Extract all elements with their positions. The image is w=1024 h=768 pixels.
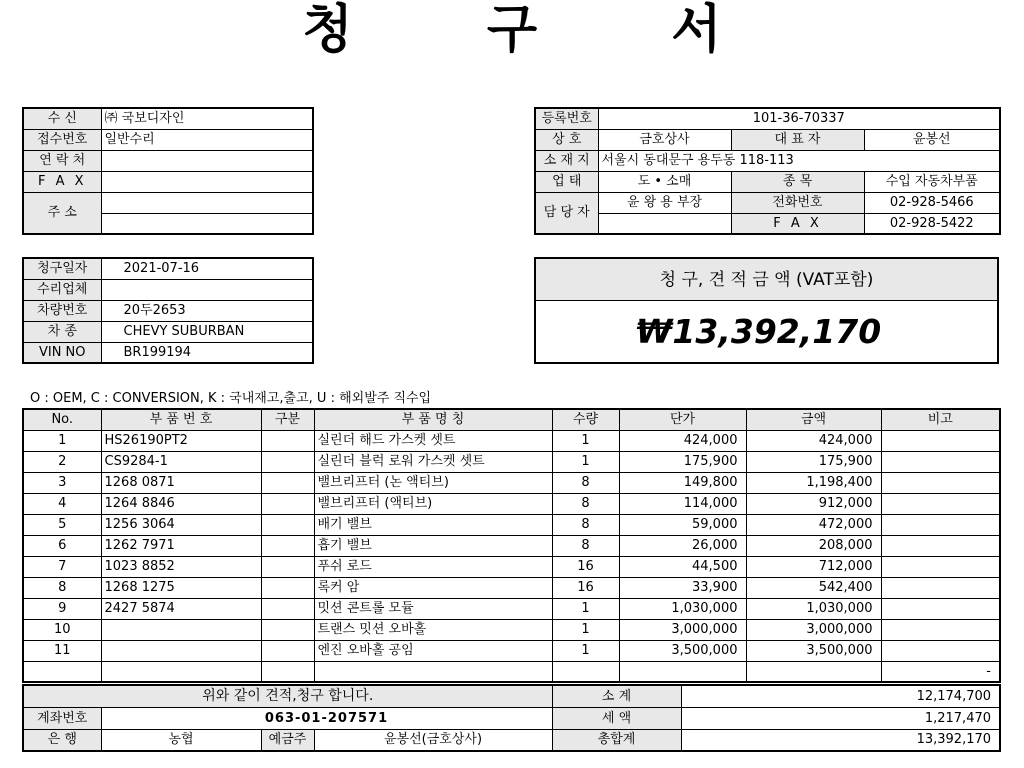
row-no: 8 bbox=[23, 577, 101, 598]
subtotal-value: 12,174,700 bbox=[681, 685, 1000, 707]
part-type bbox=[261, 451, 314, 472]
unit-price: 1,030,000 bbox=[619, 598, 746, 619]
col-part-number-header: 부 품 번 호 bbox=[101, 409, 261, 430]
claim-date-label: 청구일자 bbox=[23, 258, 101, 279]
part-number bbox=[101, 661, 261, 682]
quantity: 1 bbox=[552, 619, 619, 640]
table-row bbox=[23, 451, 1000, 472]
registration-value: 101-36-70337 bbox=[598, 108, 1000, 129]
unit-price: 33,900 bbox=[619, 577, 746, 598]
row-no: 10 bbox=[23, 619, 101, 640]
table-row bbox=[23, 493, 1000, 514]
line-amount: 542,400 bbox=[746, 577, 881, 598]
unit-price: 424,000 bbox=[619, 430, 746, 451]
repair-shop-value bbox=[101, 279, 313, 300]
part-number bbox=[101, 619, 261, 640]
business-item-value: 수입 자동차부품 bbox=[864, 171, 1000, 192]
row-no: 1 bbox=[23, 430, 101, 451]
table-row bbox=[23, 556, 1000, 577]
address-line-1 bbox=[101, 192, 313, 213]
row-no: 7 bbox=[23, 556, 101, 577]
part-name: 흡기 밸브 bbox=[314, 535, 552, 556]
total-amount-label: 청 구, 견 적 금 액 (VAT포함) bbox=[536, 259, 997, 301]
remarks bbox=[881, 451, 1000, 472]
total-amount-box bbox=[534, 257, 999, 364]
quantity: 1 bbox=[552, 430, 619, 451]
quantity: 8 bbox=[552, 535, 619, 556]
manager-label: 담 당 자 bbox=[535, 192, 598, 234]
part-number bbox=[101, 640, 261, 661]
unit-price: 175,900 bbox=[619, 451, 746, 472]
part-name: 실린더 블럭 로워 가스켓 셋트 bbox=[314, 451, 552, 472]
quantity: 16 bbox=[552, 577, 619, 598]
part-name: 배기 밸브 bbox=[314, 514, 552, 535]
line-amount: 472,000 bbox=[746, 514, 881, 535]
account-number-label: 계좌번호 bbox=[23, 707, 101, 729]
vin-label: VIN NO bbox=[23, 342, 101, 363]
location-label: 소 재 지 bbox=[535, 150, 598, 171]
remarks bbox=[881, 493, 1000, 514]
vin-value: BR199194 bbox=[101, 342, 313, 363]
quantity: 8 bbox=[552, 514, 619, 535]
table-row bbox=[23, 514, 1000, 535]
part-number: 1023 8852 bbox=[101, 556, 261, 577]
grand-total-value: 13,392,170 bbox=[681, 729, 1000, 751]
col-unit-price-header: 단가 bbox=[619, 409, 746, 430]
line-amount: 208,000 bbox=[746, 535, 881, 556]
line-amount: 712,000 bbox=[746, 556, 881, 577]
part-name: 밸브리프터 (논 액티브) bbox=[314, 472, 552, 493]
part-type bbox=[261, 430, 314, 451]
recipient-row bbox=[23, 150, 313, 171]
row-no: 3 bbox=[23, 472, 101, 493]
recipient-table bbox=[22, 107, 314, 235]
part-type bbox=[261, 556, 314, 577]
line-amount: 1,198,400 bbox=[746, 472, 881, 493]
business-item-label: 종 목 bbox=[731, 171, 864, 192]
bank-value: 농협 bbox=[101, 729, 261, 751]
quantity: 16 bbox=[552, 556, 619, 577]
document-title: 청 구 서 bbox=[302, 0, 780, 60]
tax-value: 1,217,470 bbox=[681, 707, 1000, 729]
statement-text: 위와 같이 견적,청구 합니다. bbox=[23, 685, 552, 707]
vehicle-model-value: CHEVY SUBURBAN bbox=[101, 321, 313, 342]
company-name-value: 금호상사 bbox=[598, 129, 731, 150]
part-name bbox=[314, 661, 552, 682]
unit-price bbox=[619, 661, 746, 682]
col-part-name-header: 부 품 명 칭 bbox=[314, 409, 552, 430]
quantity: 8 bbox=[552, 493, 619, 514]
recipient-fax-label: F A X bbox=[23, 171, 101, 192]
contact-label: 연 락 처 bbox=[23, 150, 101, 171]
tax-label: 세 액 bbox=[552, 707, 681, 729]
part-type bbox=[261, 493, 314, 514]
part-type bbox=[261, 598, 314, 619]
table-row bbox=[23, 640, 1000, 661]
part-type bbox=[261, 640, 314, 661]
table-row bbox=[23, 598, 1000, 619]
recipient-row bbox=[23, 129, 313, 150]
unit-price: 149,800 bbox=[619, 472, 746, 493]
col-no-header: No. bbox=[23, 409, 101, 430]
table-header-row bbox=[23, 409, 1000, 430]
line-amount: 175,900 bbox=[746, 451, 881, 472]
line-amount: 3,500,000 bbox=[746, 640, 881, 661]
receipt-number-value: 일반수리 bbox=[101, 129, 313, 150]
issuer-fax-value: 02-928-5422 bbox=[864, 213, 1000, 234]
ceo-value: 윤봉선 bbox=[864, 129, 1000, 150]
part-number: 1268 0871 bbox=[101, 472, 261, 493]
part-type bbox=[261, 472, 314, 493]
line-amount: 3,000,000 bbox=[746, 619, 881, 640]
part-name: 록커 암 bbox=[314, 577, 552, 598]
table-row bbox=[23, 619, 1000, 640]
grand-total-label: 총합계 bbox=[552, 729, 681, 751]
recipient-row bbox=[23, 171, 313, 192]
contact-value bbox=[101, 150, 313, 171]
part-type bbox=[261, 661, 314, 682]
account-holder-value: 윤봉선(금호상사) bbox=[314, 729, 552, 751]
claim-info-table bbox=[22, 257, 314, 364]
remarks bbox=[881, 619, 1000, 640]
account-holder-label: 예금주 bbox=[261, 729, 314, 751]
account-number-value: 063-01-207571 bbox=[101, 707, 552, 729]
remarks bbox=[881, 598, 1000, 619]
part-name: 밸브리프터 (액티브) bbox=[314, 493, 552, 514]
remarks bbox=[881, 430, 1000, 451]
row-no: 11 bbox=[23, 640, 101, 661]
line-amount: 912,000 bbox=[746, 493, 881, 514]
row-no: 6 bbox=[23, 535, 101, 556]
recipient-row bbox=[23, 108, 313, 129]
recipient-fax-value bbox=[101, 171, 313, 192]
parts-table bbox=[22, 408, 1001, 683]
address-label: 주 소 bbox=[23, 192, 101, 234]
location-value: 서울시 동대문구 용두동 118-113 bbox=[598, 150, 1000, 171]
quantity: 1 bbox=[552, 640, 619, 661]
remarks bbox=[881, 514, 1000, 535]
part-number: 1268 1275 bbox=[101, 577, 261, 598]
summary-table bbox=[22, 684, 1001, 752]
remarks bbox=[881, 556, 1000, 577]
row-no: 9 bbox=[23, 598, 101, 619]
table-row bbox=[23, 535, 1000, 556]
quantity: 1 bbox=[552, 451, 619, 472]
remarks bbox=[881, 640, 1000, 661]
part-number: 1256 3064 bbox=[101, 514, 261, 535]
issuer-fax-label: F A X bbox=[731, 213, 864, 234]
row-no bbox=[23, 661, 101, 682]
remarks bbox=[881, 577, 1000, 598]
row-no: 2 bbox=[23, 451, 101, 472]
row-no: 4 bbox=[23, 493, 101, 514]
remarks bbox=[881, 472, 1000, 493]
remarks: - bbox=[881, 661, 1000, 682]
subtotal-label: 소 계 bbox=[552, 685, 681, 707]
col-type-header: 구분 bbox=[261, 409, 314, 430]
vehicle-number-value: 20두2653 bbox=[101, 300, 313, 321]
unit-price: 114,000 bbox=[619, 493, 746, 514]
part-number: 2427 5874 bbox=[101, 598, 261, 619]
registration-label: 등록번호 bbox=[535, 108, 598, 129]
code-legend: O : OEM, C : CONVERSION, K : 국내재고,출고, U : 해외발주 직수입 bbox=[30, 391, 432, 406]
col-amount-header: 금액 bbox=[746, 409, 881, 430]
part-type bbox=[261, 577, 314, 598]
row-no: 5 bbox=[23, 514, 101, 535]
address-line-2 bbox=[101, 213, 313, 234]
unit-price: 3,500,000 bbox=[619, 640, 746, 661]
company-name-label: 상 호 bbox=[535, 129, 598, 150]
part-name: 트랜스 밋션 오바홀 bbox=[314, 619, 552, 640]
unit-price: 44,500 bbox=[619, 556, 746, 577]
quantity: 1 bbox=[552, 598, 619, 619]
quantity bbox=[552, 661, 619, 682]
part-name: 푸쉬 로드 bbox=[314, 556, 552, 577]
col-qty-header: 수량 bbox=[552, 409, 619, 430]
line-amount: 1,030,000 bbox=[746, 598, 881, 619]
table-row bbox=[23, 472, 1000, 493]
receipt-number-label: 접수번호 bbox=[23, 129, 101, 150]
table-row bbox=[23, 661, 1000, 682]
remarks bbox=[881, 535, 1000, 556]
ceo-label: 대 표 자 bbox=[731, 129, 864, 150]
repair-shop-label: 수리업체 bbox=[23, 279, 101, 300]
part-type bbox=[261, 619, 314, 640]
unit-price: 26,000 bbox=[619, 535, 746, 556]
bank-label: 은 행 bbox=[23, 729, 101, 751]
vehicle-model-label: 차 종 bbox=[23, 321, 101, 342]
total-amount-value: ₩13,392,170 bbox=[636, 312, 882, 351]
claim-date-value: 2021-07-16 bbox=[101, 258, 313, 279]
table-row bbox=[23, 430, 1000, 451]
phone-label: 전화번호 bbox=[731, 192, 864, 213]
part-type bbox=[261, 514, 314, 535]
part-number: 1262 7971 bbox=[101, 535, 261, 556]
part-name: 실린더 해드 가스켓 셋트 bbox=[314, 430, 552, 451]
unit-price: 59,000 bbox=[619, 514, 746, 535]
part-number: CS9284-1 bbox=[101, 451, 261, 472]
part-name: 밋션 콘트롤 모듈 bbox=[314, 598, 552, 619]
recipient-row bbox=[23, 192, 313, 213]
business-type-value: 도 • 소매 bbox=[598, 171, 731, 192]
table-row bbox=[23, 577, 1000, 598]
manager-extra bbox=[598, 213, 731, 234]
quantity: 8 bbox=[552, 472, 619, 493]
line-amount bbox=[746, 661, 881, 682]
recipient-label: 수 신 bbox=[23, 108, 101, 129]
part-name: 엔진 오바홀 공임 bbox=[314, 640, 552, 661]
col-remarks-header: 비고 bbox=[881, 409, 1000, 430]
part-type bbox=[261, 535, 314, 556]
recipient-value: ㈜ 국보디자인 bbox=[101, 108, 313, 129]
part-number: HS26190PT2 bbox=[101, 430, 261, 451]
vehicle-number-label: 차량번호 bbox=[23, 300, 101, 321]
part-number: 1264 8846 bbox=[101, 493, 261, 514]
line-amount: 424,000 bbox=[746, 430, 881, 451]
phone-value: 02-928-5466 bbox=[864, 192, 1000, 213]
issuer-table bbox=[534, 107, 1001, 235]
parts-table-body bbox=[23, 430, 1000, 682]
manager-value: 윤 왕 용 부장 bbox=[598, 192, 731, 213]
unit-price: 3,000,000 bbox=[619, 619, 746, 640]
business-type-label: 업 태 bbox=[535, 171, 598, 192]
